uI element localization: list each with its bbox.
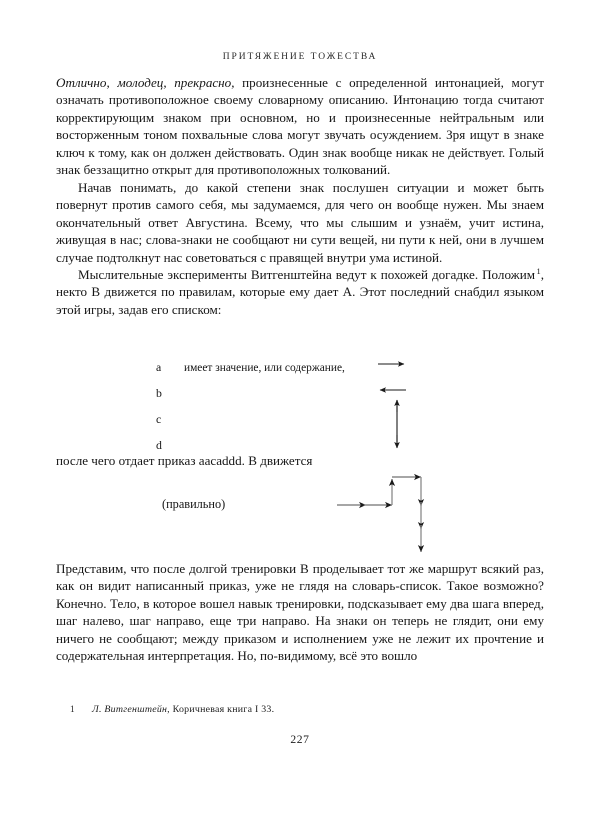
paragraph-3-text-before-ref: Мыслительные эксперименты Витгенштейна ведут к похожей догадке. Положим [78, 266, 536, 282]
list-item-gloss-a: имеет значение, или содержание, [184, 362, 345, 374]
route-figure-svg [330, 466, 460, 566]
text-block [56, 74, 544, 318]
list-item-letter-b: b [156, 386, 162, 400]
paragraph-3-text-after-ref: , некто B движется по правилам, которые ему дает A. Этот последний снабдил языком этой игры, задав его списком: [56, 266, 544, 317]
route-figure [330, 466, 460, 566]
route-figure-label: (правильно) [162, 497, 226, 511]
running-head: ПРИТЯЖЕНИЕ ТОЖЕСТВА [222, 52, 378, 62]
paragraph-5: Представим, что после долгой тренировки B проделывает тот же маршрут всякий раз, как он видит написанный приказ, уже не глядя на словарь-список. Такое возможно? Конечно. Тело, в которое вошел навык тренировки, подсказывает ему два шага вперед, шаг налево, шаг направо, еще три направо. На знаки он теперь не глядит, они ему ничего не сообщают; между приказом и исполнением уже не лежит их прочтение и содержательная интерпретация. Но, по-видимому, всё это вошло [56, 561, 544, 664]
footnote-source: , Коричневая книга I 33. [167, 704, 275, 715]
text-block-lower [56, 560, 544, 665]
footnote-author: Л. Витгенштейн [92, 704, 168, 715]
paragraph-1 [56, 74, 544, 179]
list-item-letter-a: a [156, 360, 162, 374]
vocabulary-list [0, 358, 600, 458]
footnote-reference-1[interactable]: 1 [536, 266, 541, 276]
vocabulary-arrow-group [370, 352, 440, 457]
paragraph-4: после чего отдает приказ aacaddd. B движется [56, 453, 313, 468]
paragraph-1-lead-italic: Отлично, молодец, прекрасно, [56, 75, 235, 90]
footnote [56, 702, 476, 717]
paragraph-2: Начав понимать, до какой степени знак послушен ситуации и может быть повернут против самого себя, мы задумаемся, для чего он вообще нужен. Мы знаем окончательный ответ Августина. Всему, что мы слышим и узнаём, учит истина, живущая в нас; слова-знаки не сообщают ни сути вещей, ни пути к ней, они в лучшем случае подтолкнут нас советоваться с правящей внутри ума истиной. [56, 179, 544, 265]
list-item-letter-c: c [156, 412, 162, 426]
paragraph-3 [56, 266, 544, 318]
paragraph-1-text: произнесенные с определенной интонацией, могут означать противоположное своему словарному описанию. Интонацию тогда считают корректирующим знаком при основном, но и произнесенные нейтральным или восторженным тоном похвальные слова могут звучать осуждением. Зря ищут в знаке ключ к тому, как он должен действовать. Один знак вообще никак не действует. Голый знак беззащитно открыт для противоположных толкований. [56, 75, 545, 178]
page-number: 227 [290, 733, 310, 746]
list-item-letter-d: d [156, 438, 162, 452]
vocabulary-arrows-svg [370, 352, 440, 457]
footnote-number: 1 [70, 704, 75, 714]
